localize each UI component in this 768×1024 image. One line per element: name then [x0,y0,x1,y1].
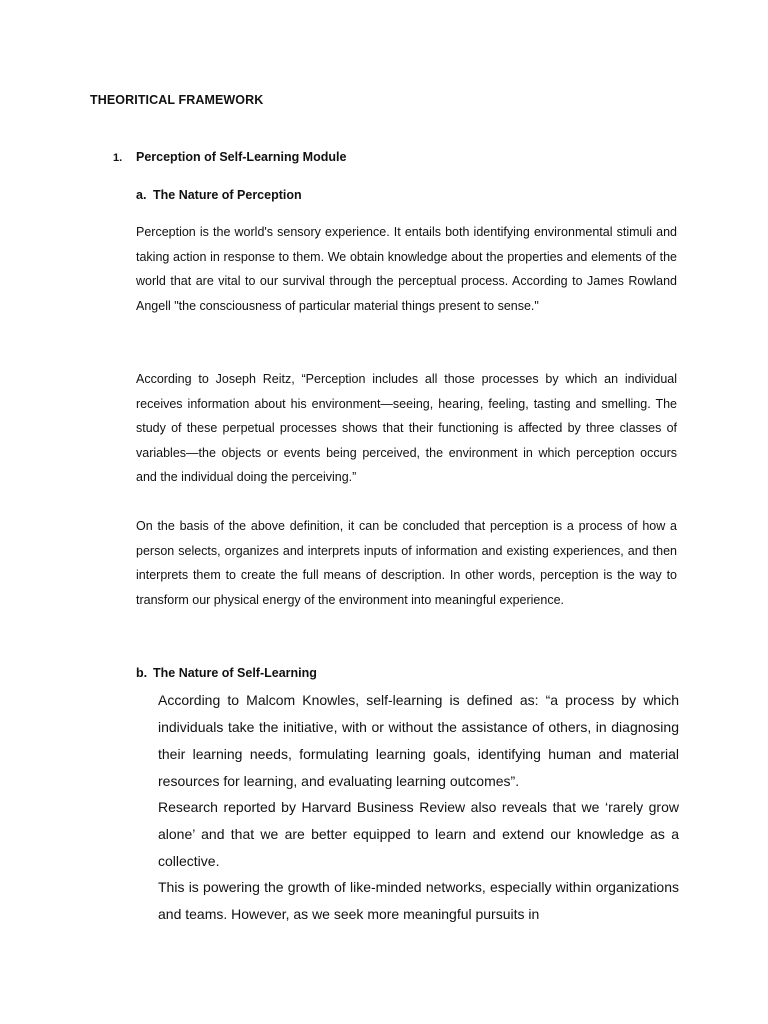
self-learning-paragraph-1: According to Malcom Knowles, self-learning is defined as: “a process by which individuals take the initiative, with or without the assistance of others, in diagnosing their learning needs, formulating learning goals, identifying human and material resources for learning, and evaluating learning outcomes”. [158,692,679,789]
perception-paragraph-3: On the basis of the above definition, it can be concluded that perception is a process of how a person selects, organizes and interprets inputs of information and existing experiences, and then interprets them to create the full means of description. In other words, perception is the way to transform our physical energy of the environment into meaningful experience. [136,519,677,607]
self-learning-paragraph-2: Research reported by Harvard Business Review also reveals that we ‘rarely grow alone’ and that we are better equipped to learn and extend our knowledge as a collective. [158,799,679,869]
section-title: Perception of Self-Learning Module [136,150,347,164]
perception-paragraph-1: Perception is the world's sensory experience. It entails both identifying environmental stimuli and taking action in response to them. We obtain knowledge about the properties and elements of the world that are vital to our survival through the perceptual process. According to James Rowland Angell "the consciousness of particular material things present to sense." [136,225,677,313]
perception-paragraph-2: According to Joseph Reitz, “Perception includes all those processes by which an individual receives information about his environment—seeing, hearing, feeling, tasting and smelling. The study of these perpetual processes shows that their functioning is affected by three classes of variables—the objects or events being perceived, the environment in which perception occurs and the individual doing the perceiving.” [136,372,677,484]
subsection-b-letter: b. [136,666,148,680]
document-title: THEORITICAL FRAMEWORK [90,93,264,107]
section-heading [113,150,346,164]
subsection-b-heading [136,666,317,680]
self-learning-paragraph-3: This is powering the growth of like-minded networks, especially within organizations and teams. However, as we seek more meaningful pursuits in [158,879,679,922]
section-number: 1. [113,152,123,164]
subsection-a-title: The Nature of Perception [153,188,302,202]
subsection-a-letter: a. [136,188,147,202]
subsection-b-title: The Nature of Self-Learning [153,666,317,680]
subsection-a-heading [136,188,302,202]
